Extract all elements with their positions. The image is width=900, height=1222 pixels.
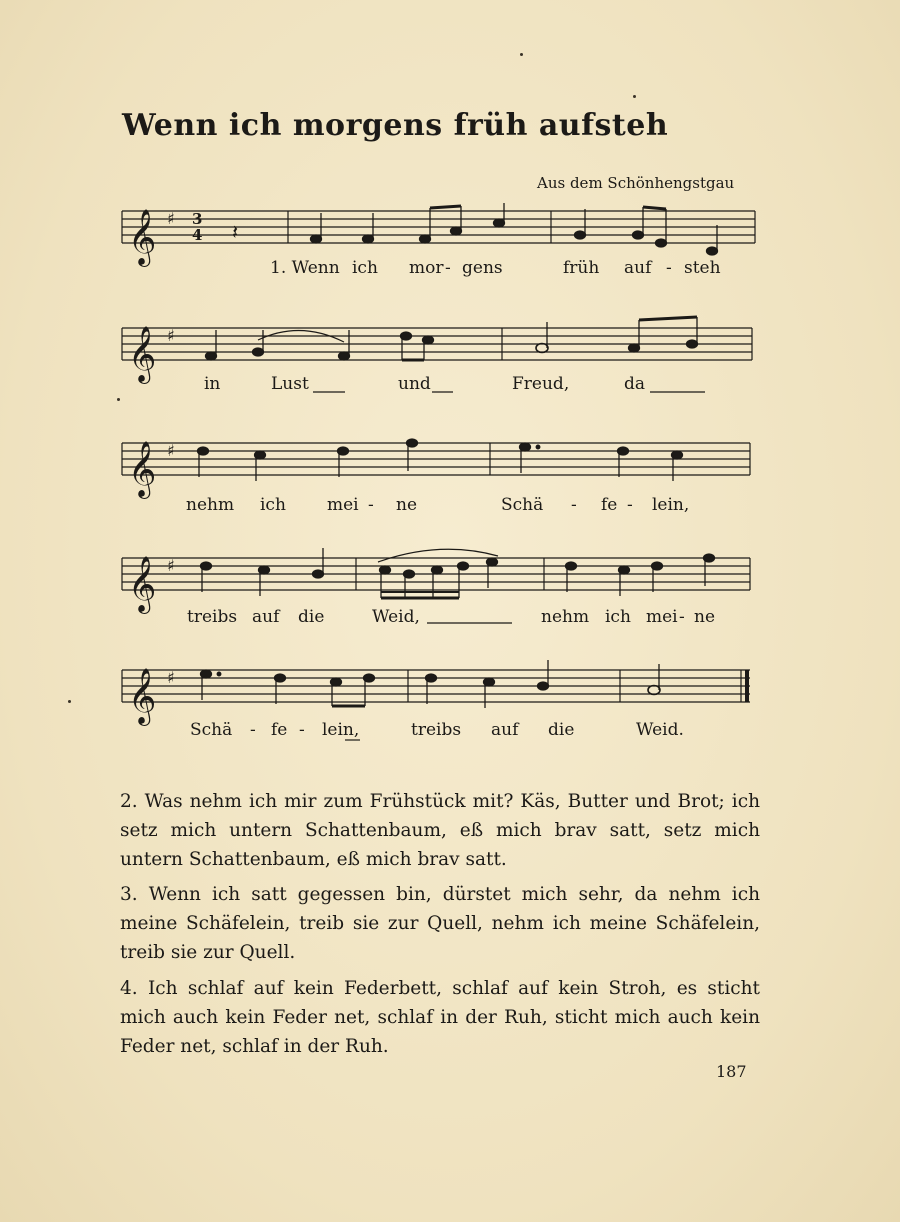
lyric: ich [605,607,631,627]
lyric: - [679,607,685,627]
lyric: die [548,720,575,740]
lyric: fe [601,495,618,515]
lyric: ne [694,607,716,627]
lyric: fe [271,720,288,740]
treble-clef-icon: 𝄞 [128,556,157,612]
staff-3 [0,425,900,520]
lyric: treibs [187,607,238,627]
lyric: in [204,374,221,394]
verse-2: 2. Was nehm ich mir zum Frühstück mit? Käs, Butter und Brot; ich setz mich untern Schattenbaum, eß mich brav satt, setz mich untern Schattenbaum, eß mich brav satt. [120,791,760,870]
lyric: und [398,374,431,394]
lyric: - [571,495,577,515]
lyric: ich [352,258,378,278]
lyric: Lust [271,374,309,394]
lyric: Freud, [512,374,570,394]
treble-clef-icon: 𝄞 [128,668,157,724]
verse-4: 4. Ich schlaf auf kein Federbett, schlaf auf kein Stroh, es sticht mich auch kein Feder net, schlaf in der Ruh, sticht mich auch kein Feder net, schlaf in der Ruh. [120,978,760,1057]
lyric: die [298,607,325,627]
lyric: Weid. [636,720,684,740]
lyric: treibs [411,720,462,740]
key-sharp-icon: ♯ [167,556,175,575]
key-sharp-icon: ♯ [167,209,175,228]
lyric: - [368,495,374,515]
song-title: Wenn ich morgens früh aufsteh [122,108,669,143]
lyric: auf [491,720,519,740]
lyric: nehm [541,607,590,627]
music-system-1 [0,195,900,290]
lyric: - [299,720,305,740]
lyric: steh [684,258,721,278]
lyric: früh [563,258,600,278]
lyric: - [666,258,672,278]
verse-3: 3. Wenn ich satt gegessen bin, dürstet mich sehr, da nehm ich meine Schäfelein, treib sie zur Quell, nehm ich meine Schäfelein, treib sie zur Quell. [120,884,760,963]
music-system-4 [0,540,900,635]
lyric: auf [624,258,652,278]
lyric: nehm [186,495,235,515]
lyric: - [445,258,451,278]
lyric: lein, [322,720,360,740]
lyric: gens [462,258,503,278]
treble-clef-icon: 𝄞 [128,209,157,265]
staff-2 [0,310,900,405]
lyric: ich [260,495,286,515]
paper-speck [117,398,120,401]
music-system-5 [0,652,900,752]
treble-clef-icon: 𝄞 [128,441,157,497]
treble-clef-icon: 𝄞 [128,326,157,382]
lyric: mor [409,258,444,278]
rest-icon: 𝄽 [232,220,239,244]
key-sharp-icon: ♯ [167,441,175,460]
lyric: auf [252,607,280,627]
paper-speck [633,95,636,98]
time-signature-top: 3 [192,210,203,228]
lyric: - [250,720,256,740]
staff-4 [0,540,900,635]
song-origin: Aus dem Schönhengstgau [537,174,735,192]
lyric: mei [327,495,359,515]
lyric: 1. Wenn [270,258,340,278]
key-sharp-icon: ♯ [167,326,175,345]
page-number: 187 [716,1062,747,1081]
lyric: Schä [190,720,233,740]
key-sharp-icon: ♯ [167,668,175,687]
lyric: ne [396,495,418,515]
lyric: mei [646,607,678,627]
music-system-2 [0,310,900,405]
lyric: - [627,495,633,515]
paper-speck [520,53,523,56]
time-signature-bottom: 4 [192,226,203,244]
lyric: Schä [501,495,544,515]
lyric: Weid, [372,607,420,627]
lyric: lein, [652,495,690,515]
lyric: da [624,374,646,394]
music-system-3 [0,425,900,520]
paper-speck [68,700,71,703]
